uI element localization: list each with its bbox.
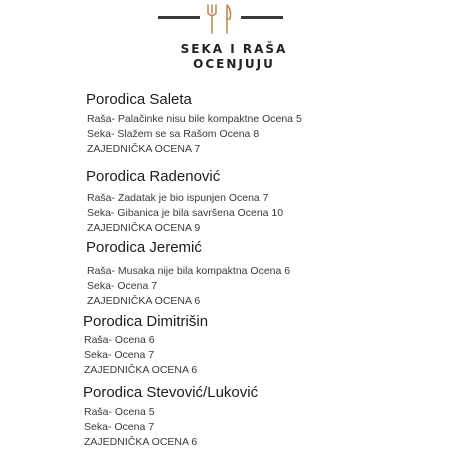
joint-score: ZAJEDNIČKA OCENA 6: [84, 364, 198, 376]
family-name: Porodica Dimitrišin: [83, 313, 209, 330]
joint-score: ZAJEDNIČKA OCENA 6: [87, 295, 201, 307]
joint-score: ZAJEDNIČKA OCENA 6: [84, 436, 198, 448]
rasa-review: Raša- Musaka nije bila kompaktna Ocena 6: [87, 265, 291, 277]
family-name: Porodica Stevović/Luković: [83, 384, 259, 401]
rasa-review: Raša- Zadatak je bio ispunjen Ocena 7: [87, 192, 269, 204]
family-name: Porodica Saleta: [86, 91, 192, 108]
seka-review: Seka- Ocena 7: [84, 349, 155, 361]
rasa-review: Raša- Ocena 5: [84, 406, 155, 418]
rasa-review: Raša- Palačinke nisu bile kompaktne Ocena 5: [87, 113, 302, 125]
seka-review: Seka- Ocena 7: [87, 280, 158, 292]
family-name: Porodica Radenović: [86, 168, 221, 185]
joint-score: ZAJEDNIČKA OCENA 9: [87, 222, 201, 234]
knife-icon: [221, 4, 233, 34]
header: [0, 0, 468, 80]
fork-icon: [205, 4, 219, 34]
seka-review: Seka- Ocena 7: [84, 421, 155, 433]
page-title-line1: SEKA I RAŠA: [180, 42, 288, 56]
divider-right: [241, 16, 283, 19]
divider-left: [158, 16, 200, 19]
seka-review: Seka- Slažem se sa Rašom Ocena 8: [87, 128, 260, 140]
seka-review: Seka- Gibanica je bila savršena Ocena 10: [87, 207, 284, 219]
page-title-line2: OCENJUJU: [193, 57, 275, 71]
rasa-review: Raša- Ocena 6: [84, 334, 155, 346]
joint-score: ZAJEDNIČKA OCENA 7: [87, 143, 201, 155]
family-name: Porodica Jeremić: [86, 239, 202, 256]
